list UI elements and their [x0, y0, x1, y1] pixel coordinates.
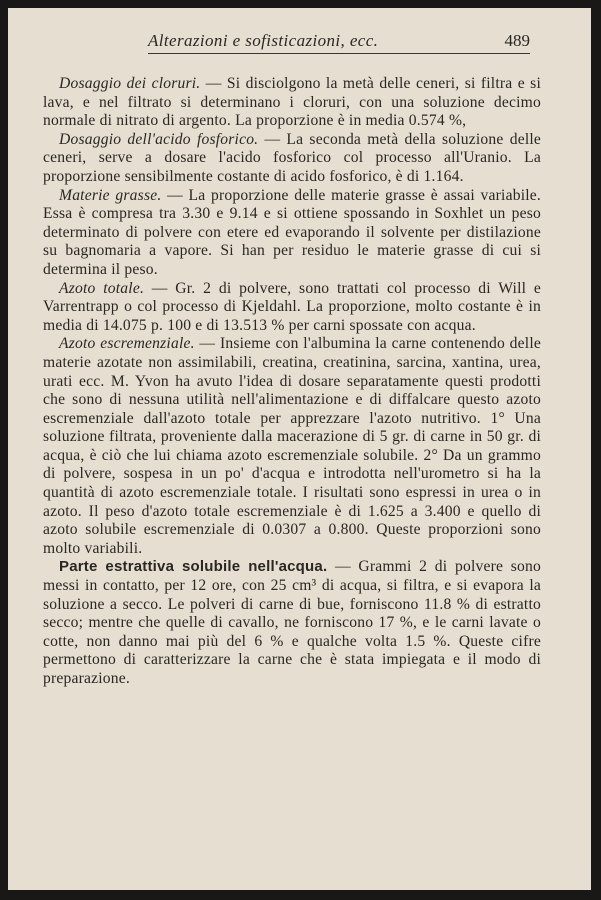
- book-page: [8, 8, 591, 890]
- header-rule: [148, 53, 530, 54]
- paragraph-extractive-part: [43, 558, 541, 688]
- section-heading: Parte estrattiva solubile nell'acqua.: [59, 558, 328, 576]
- page-number: 489: [504, 31, 530, 50]
- paragraph-phosphoric-acid: [43, 131, 541, 187]
- paragraph-excremental-nitrogen: [43, 335, 541, 558]
- section-heading: Materie grasse.: [59, 186, 162, 204]
- body-text: [43, 75, 541, 689]
- paragraph-total-nitrogen: [43, 280, 541, 336]
- page-header: [148, 31, 530, 55]
- paragraph-text: — Grammi 2 di polvere sono messi in contatto, per 12 ore, con 25 cm³ di acqua, si filtra, e si evapora la soluzione a secco. Le polveri di carne di bue, forniscono 11.8 % di estratto secco; mentre che quelle di cavallo, ne forniscono 17 %, e le carni lavate o cotte, non danno mai più del 6 % e qualche volta 1.5 %. Queste cifre permettono di caratterizzare la carne che è stata impiegata e il modo di preparazione.: [43, 558, 541, 687]
- section-heading: Azoto escremenziale.: [59, 335, 195, 353]
- section-heading: Dosaggio dei cloruri.: [59, 75, 201, 92]
- running-title: Alterazioni e sofisticazioni, ecc.: [148, 31, 379, 50]
- section-heading: Dosaggio dell'acido fosforico.: [59, 130, 259, 148]
- section-heading: Azoto totale.: [59, 279, 145, 297]
- paragraph-text: — Gr. 2 di polvere, sono trattati col processo di Will e Varrentrapp o col processo di Kjeldahl. La proporzione, molto costante è in media di 14.075 p. 100 e di 13.513 % per carni spossate con acqua.: [43, 279, 541, 334]
- paragraph-fats: [43, 187, 541, 280]
- paragraph-text: — Insieme con l'albumina la carne contenendo delle materie azotate non assimilabili, creatina, creatinina, sarcina, xantina, urea, urati ecc. M. Yvon ha avuto l'idea di dosare separatamente questi prodotti che sono di nessuna utilità nell'alimentazione e di diffalcare questo azoto escremenziale dall'azoto totale per apprezzare l'azoto nutritivo. 1° Una soluzione filtrata, proveniente dalla macerazione di 5 gr. di carne in 50 gr. di acqua, è ciò che lui chiama azoto escremenziale solubile. 2° Da un grammo di polvere, sospesa in un po' d'acqua e introdotta nell'urometro si ha la quantità di azoto escremenziale totale. I risultati sono espressi in urea o in azoto. Il peso d'azoto totale escremenziale è di 1.625 a 3.400 e quello di azoto solubile escremenziale di 0.0307 a 0.800. Queste proporzioni sono molto variabili.: [43, 335, 541, 557]
- paragraph-chlorides: [43, 75, 541, 131]
- paragraph-text: — La seconda metà della soluzione delle ceneri, serve a dosare l'acido fosforico col processo all'Uranio. La proporzione sensibilmente costante di acido fosforico, è di 1.164.: [43, 130, 541, 185]
- paragraph-text: — La proporzione delle materie grasse è assai variabile. Essa è compresa tra 3.30 e 9.14 e si ottiene spossando in Soxhlet un peso determinato di polvere con etere ed evaporando il solvente per distilazione su bagnomaria a vapore. Si han per residuo le materie grasse di cui si determina il peso.: [43, 186, 541, 278]
- paragraph-text: — Si disciolgono la metà delle ceneri, si filtra e si lava, e nel filtrato si determinano i cloruri, con una soluzione decimo normale di nitrato di argento. La proporzione è in media 0.574 %,: [43, 75, 541, 130]
